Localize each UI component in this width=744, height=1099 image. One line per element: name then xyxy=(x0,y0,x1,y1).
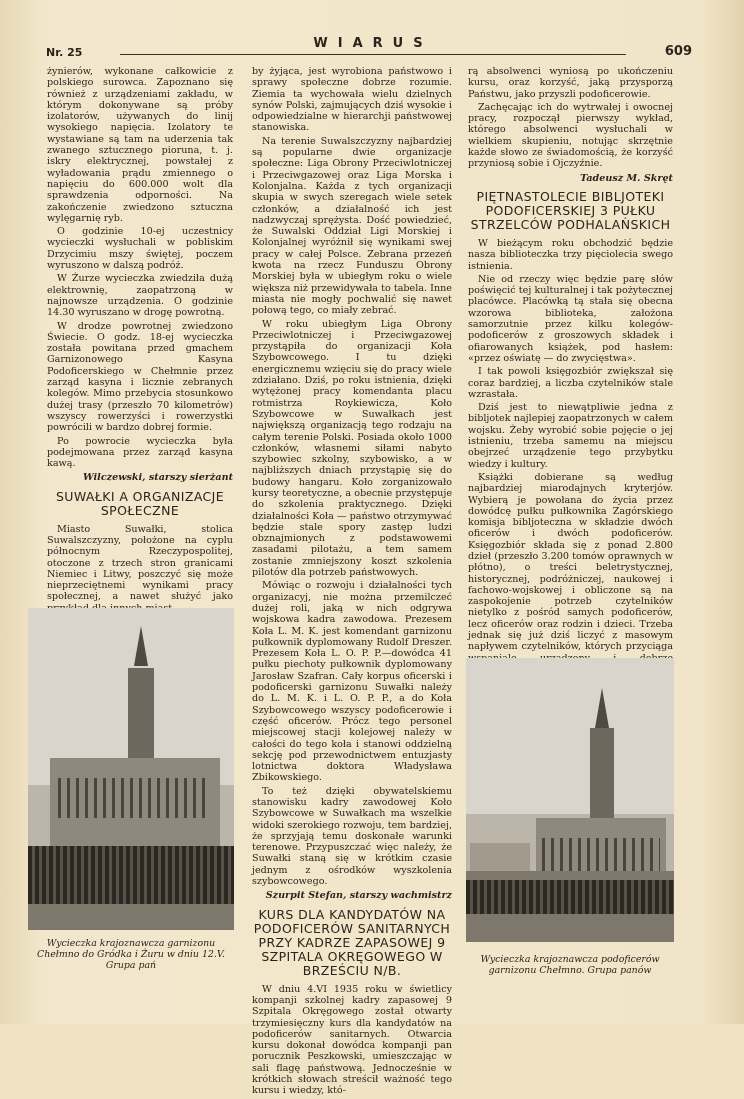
paragraph: Mówiąc o rozwoju i działalności tych organizacyj, nie można przemilczeć dużej roli, jaką w nich odgrywa wojskowa kadra zawodowa. Prezesem Koła L. M. K. jest komendant garnizonu pułkownik dyplomowany Rudolf Dreszer. Prezesem Koła L. O. P. P.—dowódca 41 pułku piechoty pułkownik dyplomowany Jarosław Szafran. Cały korpus oficerski i podoficerski garnizonu Suwałki należy do L. M. K. i L. O. P. P., a do Koła Szybowcowego wszyscy podoficerowie i część oficerów. Prócz tego personel miejscowej stacji kolejowej należy w całości do tego koła i stanowi oddzielną sekcję pod przewodnictwem entuzjasty lotnictwa doktora Władysława Zbikowskiego. xyxy=(252,580,452,784)
paragraph: Dziś jest to niewątpliwie jedna z bibljotek najlepiej zaopatrzonych w całem wojsku. Żeby wyrobić sobie pojęcie o jej istnieniu, trzeba samemu na miejscu obejrzeć urządzenie tego przybytku wiedzy i kultury. xyxy=(468,402,673,470)
paragraph: W Żurze wycieczka zwiedziła dużą elektrownię, zaopatrzoną w najnowsze urządzenia. O godzinie 14.30 wyruszano w drogę powrotną. xyxy=(47,273,233,319)
photo-spire xyxy=(134,626,148,666)
article-heading: SUWAŁKI A ORGANIZACJE SPOŁECZNE xyxy=(55,488,225,518)
column-3 xyxy=(468,66,673,691)
paragraph: O godzinie 10-ej uczestnicy wycieczki wysłuchali w pobliskim Drzycimiu mszy świętej, poczem wyruszono w dalszą podróż. xyxy=(47,226,233,272)
author-signature: Wilczewski, starszy sierżant xyxy=(82,472,233,484)
paragraph: W dniu 4.VI 1935 roku w świetlicy kompanji szkolnej kadry zapasowej 9 Szpitala Okręgowego został otwarty trzymiesięczny kurs dla kandydatów na podoficerów sanitarnych. Otwarcia kursu dokonał dowódca kompanji pan porucznik Peszkowski, umieszczając w sali flagę państwową. Jednocześnie w krótkich słowach streścił ważność tego kursu i wiedzy, któ- xyxy=(252,983,452,1097)
photo-windows xyxy=(542,838,660,874)
photo-spire xyxy=(595,688,609,728)
paragraph: Zachęcając ich do wytrwałej i owocnej pracy, rozpoczął pierwszy wykład, którego absolwenci wysłuchali w wielkiem skupieniu, notując skrzętnie każde słowo ze świadomością, że korzyść przyniosą sobie i Ojczyźnie. xyxy=(468,101,673,170)
photo-town-hall-group xyxy=(28,608,234,930)
article-heading: KURS DLA KANDYDATÓW NA PODOFICERÓW SANITARNYCH PRZY KADRZE ZAPASOWEJ 9 SZPITALA OKRĘGOWEGO W BRZEŚCIU N/B. xyxy=(253,906,451,978)
column-2 xyxy=(252,66,452,1099)
photo-caption: Wycieczka krajoznawcza garnizonu Chełmno do Gródka i Żuru w dniu 12.V. Grupa pań xyxy=(37,938,225,971)
paragraph: rą absolwenci wyniosą po ukończeniu kursu, oraz korzyść, jaką przysporzą Państwu, jako przyszli podoficerowie. xyxy=(468,66,673,100)
header-rule xyxy=(120,54,626,55)
paragraph: To też dzięki obywatelskiemu stanowisku kadry zawodowej Koło Szybowcowe w Suwałkach ma wszelkie widoki szerokiego rozwoju, tem bardziej, że sprzyjają temu doskonałe warunki terenowe. Przypuszczać więc należy, że Suwałki staną się w krótkim czasie jednym z ośrodków wyszkolenia szybowcowego. xyxy=(252,785,452,888)
paragraph: Książki dobierane są według najbardziej miarodajnych kryterjów. Wybierą je powołana do życia przez dowódcę pułku pułkownika Zagórskiego komisja bibljoteczna w składzie dwóch oficerów i dwóch podoficerów. Księgozbiór składa się z ponad 2.800 dzieł (przeszło 3.200 tomów oprawnych w płótno), o treści beletrystycznej, historycznej, podróżniczej, naukowej i fachowo-wojskowej i obliczone są na zaspokojenie potrzeb czytelników nietylko z pośród samych podoficerów, lecz oficerów oraz rodzin i dzieci. Trzeba jednak się już dziś liczyć z masowym napływem czytelników, których przyciąga xyxy=(468,471,673,653)
photo-crowd xyxy=(28,846,234,904)
paragraph: Na terenie Suwalszczyzny najbardziej są popularne dwie organizacje społeczne: Liga Obrony Przeciwlotniczej i Przeciwgazowej oraz Liga Morska i Kolonjalna. Każda z tych organizacji skupia w swych szeregach wiele setek członków, a działalność ich jest nadzwyczaj sprężysta. Dość powiedzieć, że Suwalski Oddział Ligi Morskiej i Kolonjalnej wyróżnił się wynikami swej pracy w całej Polsce. Zebrana przezeń kwota na rzecz Funduszu Obrony Morskiej była w ubiegłym roku o wiele większa niż przewidywała to tabela. Inne miasta nie mogły pochwalić się nawet połową tego, co miały zebrać. xyxy=(252,135,452,317)
photo-cyclists xyxy=(466,880,674,914)
paragraph: by żyjąca, jest wyrobiona państwowo i sprawy społeczne dobrze rozumie. Ziemia ta wychowała wielu dzielnych synów Polski, zajmujących dziś wysokie i odpowiedzialne w hierarchji państwowej stanowiska. xyxy=(252,66,452,134)
photo-windows xyxy=(58,778,208,818)
page-number: 609 xyxy=(664,44,692,59)
article-heading: PIĘTNASTOLECIE BIBLJOTEKI PODOFICERSKIEJ 3 PUŁKU STRZELCÓW PODHALAŃSKICH xyxy=(470,188,671,232)
photo-sky xyxy=(466,658,674,814)
paragraph: Miasto Suwałki, stolica Suwalszczyzny, położone na cyplu północnym Rzeczypospolitej, otoczone z trzech stron granicami Niemiec i Litwy, poszczyć się może nieprzeciętnemi wynikami pracy społecznej, a nawet służyć jako xyxy=(47,523,233,603)
photo-town-hall-cyclists xyxy=(466,658,674,942)
paragraph: W roku ubiegłym Liga Obrony Przeciwlotniczej i Przeciwgazowej przystąpiła do organizacji Koła Szybowcowego. I tu dzięki energicznemu wzięciu się do pracy wiele zdziałano. Dziś, po roku istnienia, dzięki wytężonej pracy komendanta placu rotmistrza Roykiewicza, Koło Szybowcowe w Suwałkach jest największą organizacją tego rodzaju na całym terenie Polski. Posiada około 1000 członków, własnemi siłami nabyto szybowiec szkolny, szybowisko, a w najbliższych dniach przystąpię się do budowy hangaru. Koło zorganizowało kursy teoretyczne, a obecnie przystępuje do szkolenia praktycznego. Dzięki działalności Koła — państwo otrzymywać będzie stale spory zastęp ludzi obznajmionych z podstawowemi zasadami pilotażu, a tem samem zostanie zmniejszony koszt szkolenia pilotów dla potrzeb państwowych. xyxy=(252,318,452,579)
paragraph: W drodze powrotnej zwiedzono Świecie. O godz. 18-ej wycieczka została powitana przed gmachem Garnizonowego Kasyna Podoficerskiego w Chełmnie przez zarząd kasyna i licznie zebranych kolegów. Mimo przebycia stosunkowo dużej trasy (przeszło 70 kilometrów) wszyscy rowerzyści i rowerzystki powrócili w bardzo dobrej formie. xyxy=(47,320,233,434)
paragraph: W bieżącym roku obchodzić będzie nasza biblioteczka trzy pięciolecia swego istnienia. xyxy=(468,237,673,272)
author-signature: Tadeusz M. Skręt xyxy=(580,172,673,184)
magazine-title: WIARUS xyxy=(313,36,433,51)
paragraph: I tak powoli księgozbiór zwiększał się coraz bardziej, a liczba czytelników stale wzrastała. xyxy=(468,366,673,400)
paragraph: żynierów, wykonane całkowicie z polskiego surowca. Zapoznano się również z urządzeniami zakładu, w którym dokonywane są próby izolatorów, używanych do linij wysokiego napięcia. Izolatory te wystawiane są tam na uderzenia tak zwanego sztucznego pioruna, t. j. iskry elektrycznej, powstałej z wyładowania prądu zmiennego o napięciu do 600.000 wolt dla sprawdzenia odporności. Na zakończenie zwiedzono sztuczna wylęgarnię ryb. xyxy=(47,66,233,224)
author-signature: Szurpit Stefan, starszy wachmistrz xyxy=(265,890,452,902)
photo-caption: Wycieczka krajoznawcza podoficerów garnizonu Chełmno. Grupa panów xyxy=(480,954,660,976)
issue-number: Nr. 25 xyxy=(46,46,83,59)
paragraph: Po powrocie wycieczka była podejmowana przez zarząd kasyna kawą. xyxy=(47,435,233,470)
paragraph: Nie od rzeczy więc będzie parę słów poświęcić tej kulturalnej i tak pożytecznej placówce. Placówką tą stała się obecna wzorowa biblioteka, założona samorzutnie przez kilku kolegów-podoficerów z groszowych składek i ofiarowanych książek, pod hasłem: «przez oświatę — do zwycięstwa». xyxy=(468,273,673,364)
